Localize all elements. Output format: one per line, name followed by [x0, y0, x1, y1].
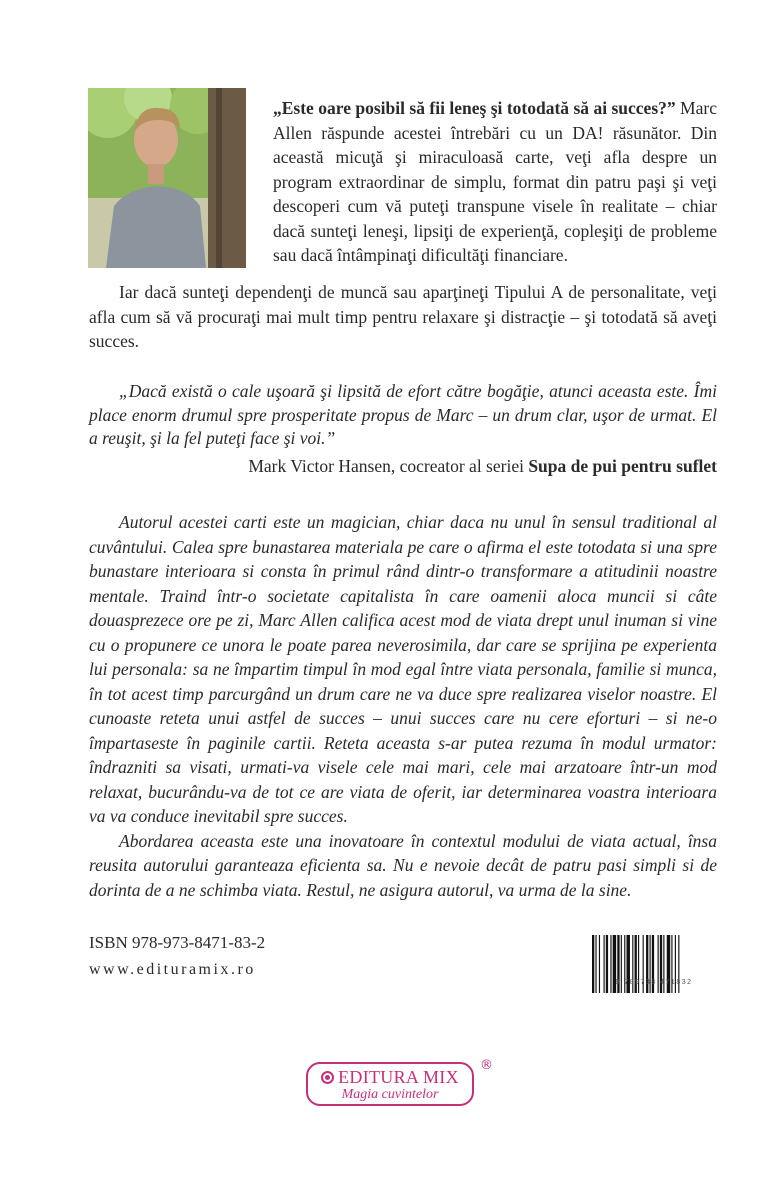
review-paragraph-2: Abordarea aceasta este una inovatoare în contextul modului de viata actual, însa reusita autorului garanteaza eficienta sa. Nu e nevoie decât de patru pasi simpli si de dorinta de a ne schimba viata. Restul, ne asigura autorul, va urma de la sine. [89, 830, 717, 900]
intro-paragraph [273, 96, 717, 268]
author-photo [88, 88, 246, 268]
endorsement-quote: „Dacă există o cale uşoară şi lipsită de efort către bogăţie, atunci aceasta este. Îmi place enorm drumul spre prosperitate propus de Marc – un drum clar, uşor de urmat. El a reuşit, şi la fel puteţi face şi voi.” [89, 381, 717, 448]
intro-question: „Este oare posibil să fii leneş şi totodată să ai succes?” [273, 98, 676, 118]
quote-series: Supa de pui pentru suflet [528, 456, 717, 476]
website: www.edituramix.ro [89, 961, 256, 978]
quote-author: Mark Victor Hansen, cocreator al seriei [248, 456, 529, 476]
review-text [89, 510, 717, 902]
publisher-tagline: Magia cuvintelor [341, 1087, 439, 1102]
flower-icon [321, 1071, 334, 1084]
review-paragraph-1: Autorul acestei carti este un magician, chiar daca nu unul în sensul traditional al cuvântului. Calea spre bunastarea materiala pe care o afirma el este totodata si una spre bunastare interioara si consta în primul rând dintr-o transformare a atitudinii noastre mentale. Traind într-o societate capitalista în care oamenii aloca muncii si câte douasprezece ore pe zi, Marc Allen califica acest mod de viata drept unul inuman si vine cu o propunere ce unora le poate parea neverosimila, dar care se sprijina pe experienta lui personala: sa ne împartim timpul în mod egal între viata personala, familie si munca, în tot acest timp parcurgând un drum care ne va duce spre realizarea viselor noastre. El cunoaste reteta unui astfel de succes – unui succes care nu cere eforturi – si ne-o împartaseste în paginile cartii. Reteta aceasta s-ar putea rezuma în modul urmator: îndrazniti sa visati, urmati-va visele cele mai mari, cele mai arzatoare într-un mod relaxat, bucurându-va de tot ce are viata de oferit, iar determinarea voastra interioara va va conduce inevitabil spre succes. [89, 512, 717, 826]
barcode-digits: 9 789738 471832 [615, 979, 693, 986]
publisher-name: EDITURA MIX [338, 1067, 459, 1087]
intro-paragraph-2: Iar dacă sunteţi dependenţi de muncă sau aparţineţi Tipului A de personalitate, veţi afla cum să vă procuraţi mai mult timp pentru relaxare şi distracţie – şi totodată să aveţi succes. [89, 282, 717, 351]
registered-mark: ® [480, 1058, 493, 1073]
isbn: ISBN 978-973-8471-83-2 [89, 933, 266, 952]
intro-answer: Marc Allen răspunde acestei întrebări cu un DA! răsunător. Din această micuţă şi miraculoasă carte, veţi afla despre un program extraordinar de simplu, format din patru paşi şi veţi descoperi cum vă puteţi transpune visele în realitate – chiar dacă sunteţi leneşi, lipsiţi de experienţă, copleşiţi de probleme sau dacă întâmpinaţi dificultăţi financiare. [273, 98, 717, 265]
publisher-logo [306, 1062, 474, 1106]
quote-attribution [89, 454, 717, 478]
